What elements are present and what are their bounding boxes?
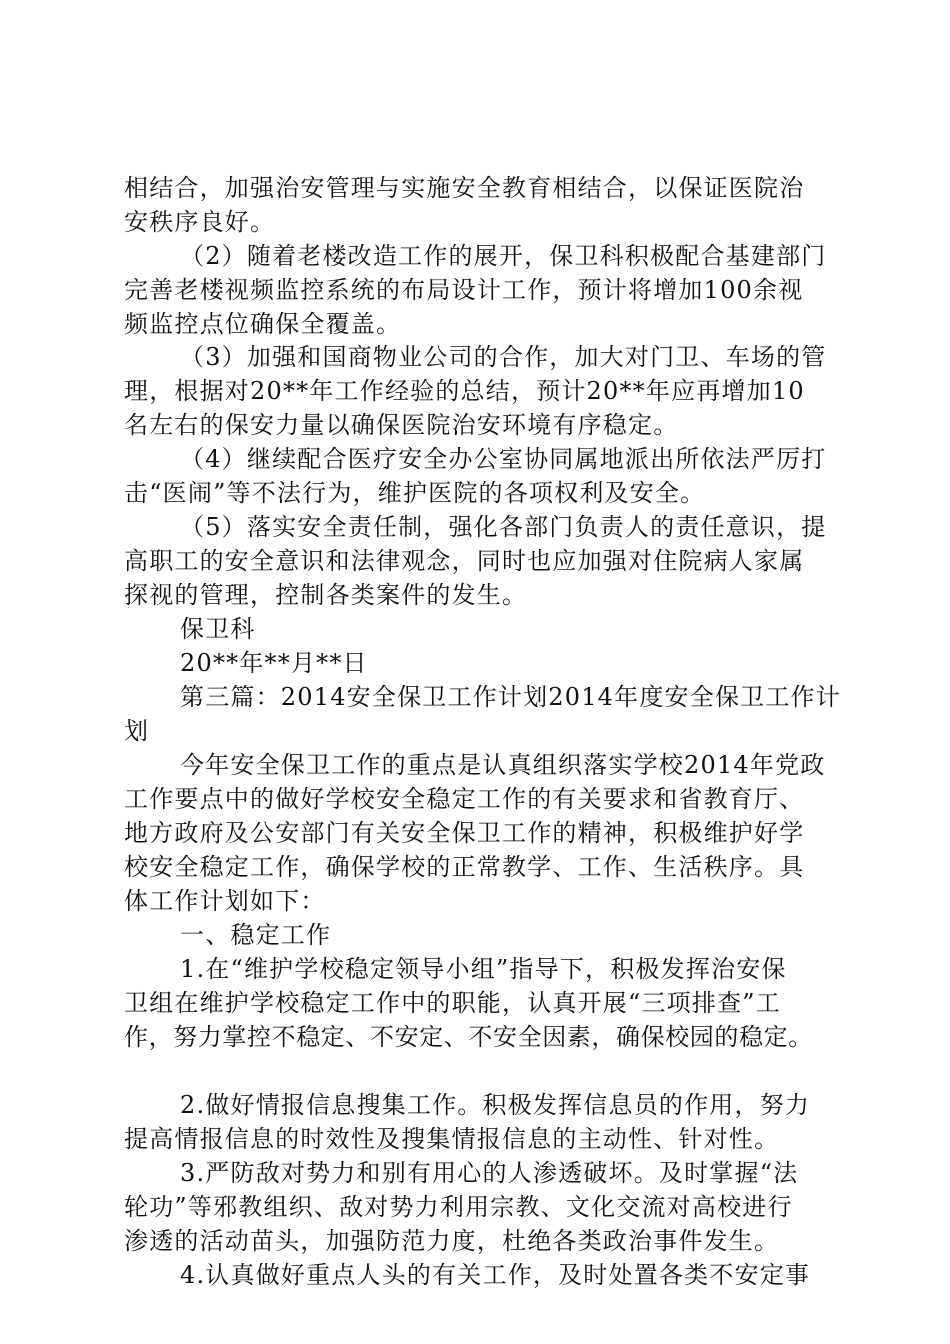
text-line: 体工作计划如下：	[124, 887, 326, 915]
text-line: 名左右的保安力量以确保医院治安环境有序稳定。	[124, 411, 679, 439]
text-line: 理，根据对20**年工作经验的总结，预计20**年应再增加10	[124, 377, 805, 405]
text-line: 安秩序良好。	[124, 208, 276, 236]
text-line: 提高情报信息的时效性及搜集情报信息的主动性、针对性。	[124, 1125, 780, 1153]
signature-department: 保卫科	[180, 615, 256, 643]
text-line: 轮功”等邪教组织、敌对势力利用宗教、文化交流对高校进行	[124, 1193, 793, 1221]
text-line: （4）继续配合医疗安全办公室协同属地派出所依法严厉打	[180, 445, 827, 473]
text-line: 校安全稳定工作，确保学校的正常教学、工作、生活秩序。具	[124, 853, 805, 881]
text-line: 地方政府及公安部门有关安全保卫工作的精神，积极维护好学	[124, 819, 805, 847]
text-line: 3.严防敌对势力和别有用心的人渗透破坏。及时掌握“法	[180, 1159, 799, 1187]
text-line: 渗透的活动苗头，加强防范力度，杜绝各类政治事件发生。	[124, 1227, 780, 1255]
text-line: 击“医闹”等不法行为，维护医院的各项权利及安全。	[124, 479, 706, 507]
text-line: 相结合，加强治安管理与实施安全教育相结合，以保证医院治	[124, 174, 805, 202]
text-line: 高职工的安全意识和法律观念，同时也应加强对住院病人家属	[124, 547, 805, 575]
text-line: 2.做好情报信息搜集工作。积极发挥信息员的作用，努力	[180, 1091, 811, 1119]
text-line: 1.在“维护学校稳定领导小组”指导下，积极发挥治安保	[180, 955, 787, 983]
text-line: （5）落实安全责任制，强化各部门负责人的责任意识，提	[180, 513, 827, 541]
text-line: 完善老楼视频监控系统的布局设计工作，预计将增加100余视	[124, 276, 804, 304]
text-line: 工作要点中的做好学校安全稳定工作的有关要求和省教育厅、	[124, 785, 805, 813]
text-line: 探视的管理，控制各类案件的发生。	[124, 581, 528, 609]
text-line: （3）加强和国商物业公司的合作，加大对门卫、车场的管	[180, 343, 827, 371]
section-heading: 第三篇：2014安全保卫工作计划2014年度安全保卫工作计	[180, 683, 841, 711]
text-line: 作，努力掌控不稳定、不安定、不安全因素，确保校园的稳定。	[124, 1023, 813, 1051]
text-line: 卫组在维护学校稳定工作中的职能，认真开展“三项排查”工	[124, 989, 781, 1017]
text-line: （2）随着老楼改造工作的展开，保卫科积极配合基建部门	[180, 242, 827, 270]
text-line: 今年安全保卫工作的重点是认真组织落实学校2014年党政	[180, 751, 826, 779]
section-heading-continued: 划	[124, 717, 150, 745]
subsection-heading: 一、稳定工作	[180, 921, 332, 949]
signature-date: 20**年**月**日	[180, 649, 368, 677]
text-line: 频监控点位确保全覆盖。	[124, 310, 402, 338]
text-line: 4.认真做好重点人头的有关工作，及时处置各类不安定事	[180, 1261, 811, 1289]
